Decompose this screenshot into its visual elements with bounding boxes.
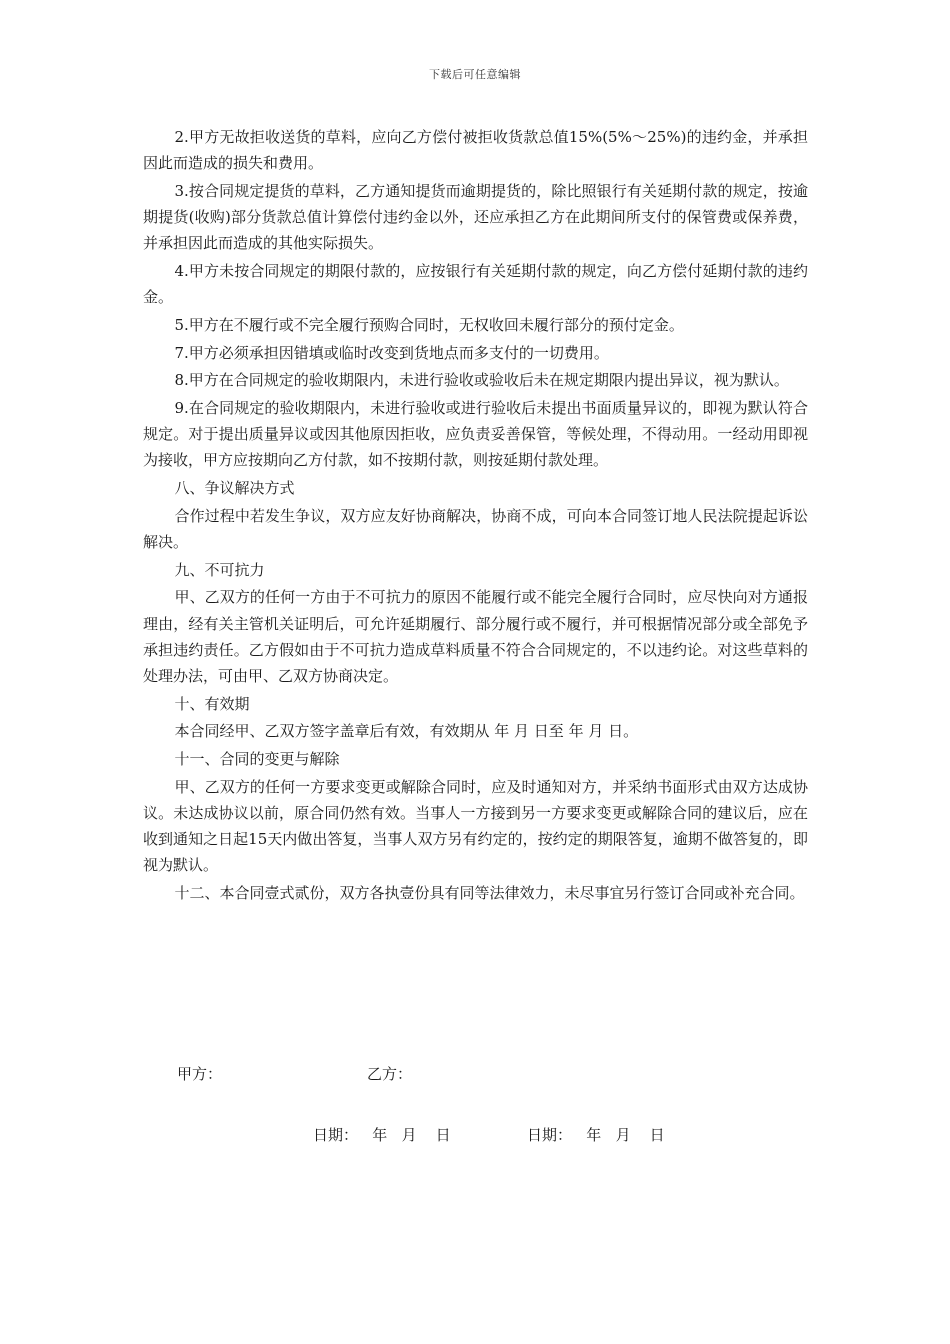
- section-heading-validity: 十、有效期: [174, 694, 250, 713]
- clause-8: 8.甲方在合同规定的验收期限内，未进行验收或验收后未在规定期限内提出异议，视为默认。: [174, 371, 789, 390]
- clause-5: 5.甲方在不履行或不完全履行预购合同时，无权收回未履行部分的预付定金。: [174, 315, 684, 334]
- clause-4: 4.甲方未按合同规定的期限付款的，应按银行有关延期付款的规定，向乙方偿付延期付款的违约金。: [143, 262, 808, 307]
- section-heading-change: 十一、合同的变更与解除: [174, 750, 340, 769]
- contract-body: [143, 124, 808, 908]
- clause-7: 7.甲方必须承担因错填或临时改变到货地点而多支付的一切费用。: [174, 343, 609, 362]
- section-heading-dispute: 八、争议解决方式: [174, 479, 295, 498]
- clause-9: 9.在合同规定的验收期限内，未进行验收或进行验收后未提出书面质量异议的，即视为默认符合规定。对于提出质量异议或因其他原因拒收，应负责妥善保管，等候处理，不得动用。一经动用即视为接收，甲方应按期向乙方付款，如不按期付款，则按延期付款处理。: [143, 399, 808, 470]
- date-b-label: 日期： 年 月 日: [527, 1126, 665, 1144]
- copies-text: 十二、本合同壹式贰份，双方各执壹份具有同等法律效力，未尽事宜另行签订合同或补充合同。: [174, 884, 805, 903]
- party-a-label: 甲方：: [177, 1065, 223, 1083]
- section-heading-force-majeure: 九、不可抗力: [174, 560, 265, 579]
- dispute-text: 合作过程中若发生争议，双方应友好协商解决，协商不成，可向本合同签订地人民法院提起诉讼解决。: [143, 506, 808, 552]
- clause-2: 2.甲方无故拒收送货的草料，应向乙方偿付被拒收货款总值15%(5%～25%)的违约金，并承担因此而造成的损失和费用。: [143, 128, 808, 173]
- page-header-note: 下载后可任意编辑: [429, 68, 521, 81]
- force-majeure-text: 甲、乙双方的任何一方由于不可抗力的原因不能履行或不能完全履行合同时，应尽快向对方通报理由，经有关主管机关证明后，可允许延期履行、部分履行或不履行，并可根据情况部分或全部免予承担违约责任。乙方假如由于不可抗力造成草料质量不符合合同规定的，不以违约论。对这些草料的处理办法，可由甲、乙双方协商决定。: [143, 588, 808, 686]
- party-b-label: 乙方：: [367, 1065, 413, 1083]
- date-a-label: 日期： 年 月 日: [313, 1126, 451, 1144]
- change-text: 甲、乙双方的任何一方要求变更或解除合同时，应及时通知对方，并采纳书面形式由双方达成协议。未达成协议以前，原合同仍然有效。当事人一方接到另一方要求变更或解除合同的建议后，应在收到通知之日起15天内做出答复，当事人双方另有约定的，按约定的期限答复，逾期不做答复的，即视为默认。: [143, 777, 808, 875]
- validity-text: 本合同经甲、乙双方签字盖章后有效，有效期从 年 月 日至 年 月 日。: [174, 722, 639, 741]
- clause-3: 3.按合同规定提货的草料，乙方通知提货而逾期提货的，除比照银行有关延期付款的规定，按逾期提货(收购)部分货款总值计算偿付违约金以外，还应承担乙方在此期间所支付的保管费或保养费，并承担因此而造成的其他实际损失。: [143, 181, 808, 253]
